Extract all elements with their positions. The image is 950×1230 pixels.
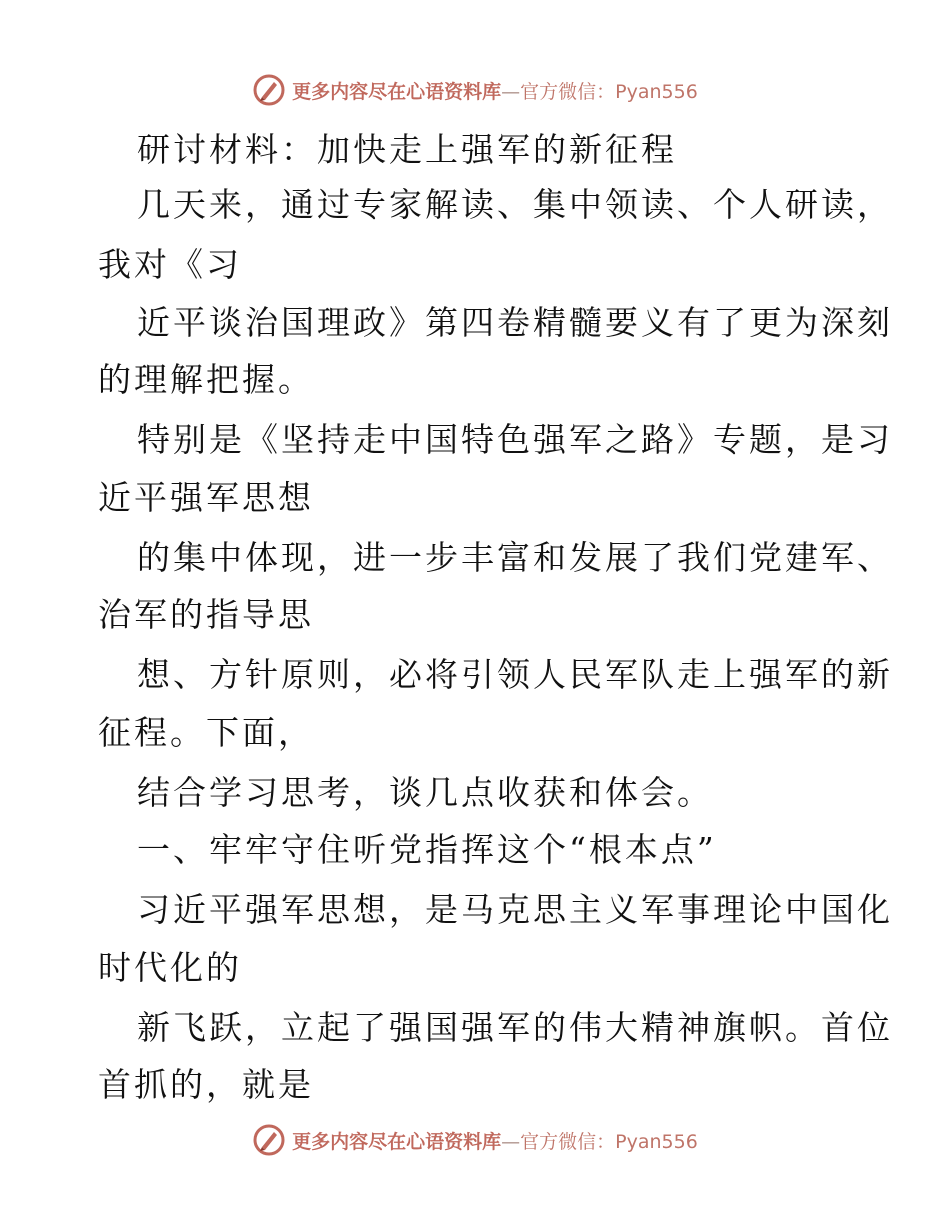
paragraph-line: 特别是《坚持走中国特色强军之路》专题，是习 [137, 420, 893, 459]
watermark-text [292, 77, 698, 104]
section-heading: 一、牢牢守住听党指挥这个“根本点” [137, 830, 717, 869]
paragraph-line: 习近平强军思想，是马克思主义军事理论中国化 [137, 890, 893, 929]
watermark-main: 更多内容尽在心语资料库 [292, 80, 502, 103]
paragraph-line: 我对《习 [98, 245, 242, 284]
footer-watermark [0, 1120, 950, 1160]
watermark-text [292, 1127, 698, 1154]
paragraph-line: 近平谈治国理政》第四卷精髓要义有了更为深刻 [137, 303, 893, 342]
paragraph-line: 新飞跃，立起了强国强军的伟大精神旗帜。首位 [137, 1008, 893, 1047]
paragraph-line: 时代化的 [98, 948, 242, 987]
document-title: 研讨材料：加快走上强军的新征程 [137, 130, 677, 169]
watermark-main: 更多内容尽在心语资料库 [292, 1130, 502, 1153]
paragraph-line: 的集中体现，进一步丰富和发展了我们党建军、 [137, 538, 893, 577]
watermark-separator: — [501, 1130, 521, 1153]
watermark-contact: 官方微信：Pyan556 [520, 1130, 698, 1153]
paragraph-line: 结合学习思考，谈几点收获和体会。 [137, 773, 713, 812]
watermark-separator: — [501, 80, 521, 103]
paragraph-line: 想、方针原则，必将引领人民军队走上强军的新 [137, 655, 893, 694]
pen-logo-icon [252, 73, 286, 107]
pen-logo-icon [252, 1123, 286, 1157]
header-watermark [0, 70, 950, 110]
paragraph-line: 首抓的，就是 [98, 1065, 314, 1104]
paragraph-line: 的理解把握。 [98, 360, 314, 399]
watermark-contact: 官方微信：Pyan556 [520, 80, 698, 103]
paragraph-line: 近平强军思想 [98, 478, 314, 517]
paragraph-line: 征程。下面， [98, 713, 314, 752]
paragraph-line: 几天来，通过专家解读、集中领读、个人研读， [137, 185, 893, 224]
paragraph-line: 治军的指导思 [98, 595, 314, 634]
